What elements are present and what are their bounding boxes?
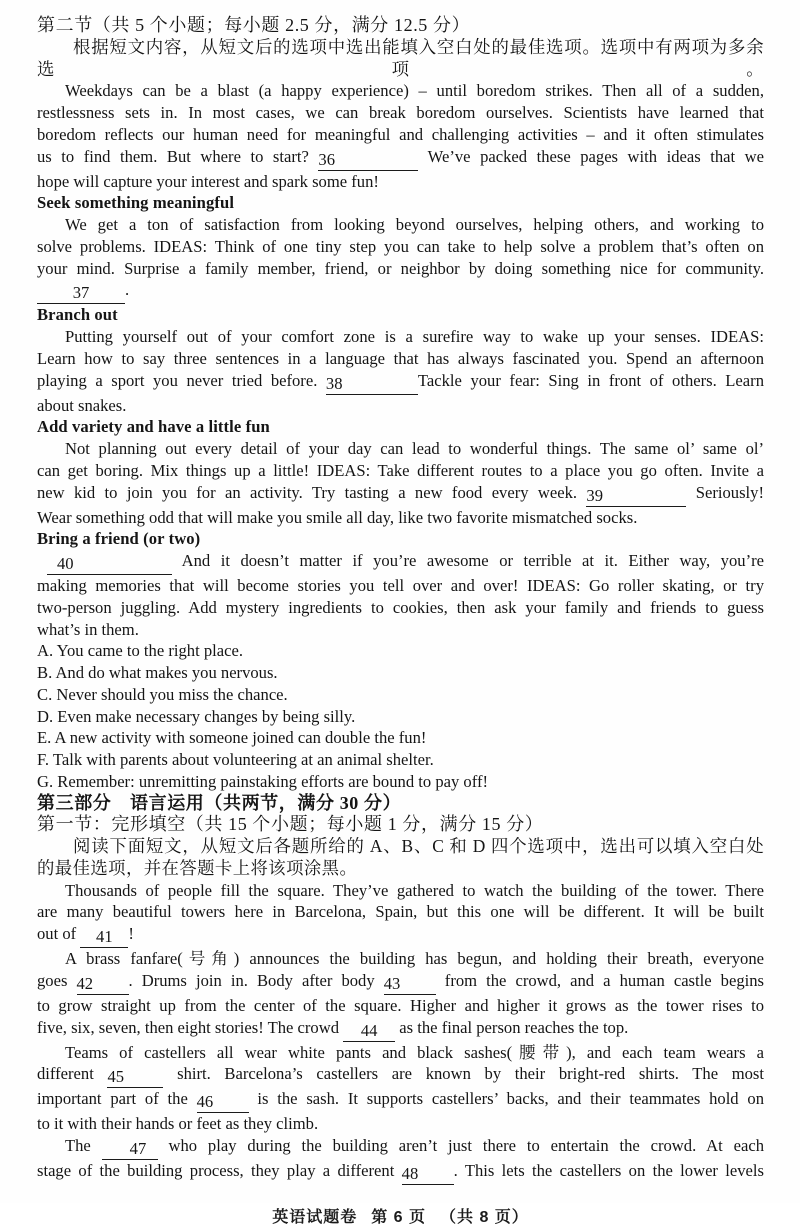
blank-46: 46	[197, 1092, 249, 1113]
text-run: boredom reflects our human need for meaningful and challenging activities – and it often stimulates	[37, 124, 764, 144]
text-run: shirt. Barcelona’s castellers are known by their bright-red shirts. The most	[163, 1064, 764, 1084]
text-run: are many beautiful towers here in Barcelona, Spain, but this one will be different. It will be built	[37, 902, 764, 922]
option-A	[37, 640, 764, 662]
text-run: We get a ton of satisfaction from looking beyond ourselves, helping others, and working to	[65, 215, 764, 234]
text-line	[37, 236, 764, 258]
text-run: what’s in them.	[37, 619, 139, 639]
page-footer	[37, 1204, 764, 1227]
text-run: 第三部分 语言运用（共两节，满分 30 分）	[37, 792, 402, 813]
text-run: E. A new activity with someone joined can double the fun!	[37, 728, 427, 748]
text-line	[37, 575, 764, 597]
text-run: making memories that will become stories you tell over and over! IDEAS: Go roller skating, or try	[37, 576, 764, 595]
text-run: goes	[37, 970, 77, 990]
text-run: can get boring. Mix things up a little! IDEAS: Take different routes to a place you go often. Invite a	[37, 460, 764, 480]
cloze-instructions-2	[37, 858, 764, 880]
blank-37: 37	[37, 283, 125, 304]
text-line	[37, 1135, 764, 1160]
text-run: 第一节：完形填空（共 15 个小题；每小题 1 分，满分 15 分）	[37, 814, 544, 835]
text-run: about snakes.	[37, 395, 127, 415]
text-run: five, six, seven, then eight stories! The crowd	[37, 1017, 344, 1037]
text-line	[37, 1017, 764, 1042]
text-line	[37, 1088, 764, 1113]
blank-45: 45	[107, 1067, 163, 1088]
text-run: important part of the	[37, 1089, 197, 1109]
text-run: Branch out	[37, 305, 118, 325]
text-run: Learn how to say three sentences in a language that has always fascinated you. Spend an afternoon	[37, 348, 764, 368]
text-line	[37, 438, 764, 460]
blank-43: 43	[384, 974, 436, 995]
option-E	[37, 727, 764, 749]
text-line	[37, 550, 764, 575]
text-line	[37, 970, 764, 995]
blank-38: 38	[326, 374, 418, 395]
blank-40: 40	[47, 554, 172, 575]
text-run: is the sash. It supports castellers’ backs, and their teammates hold on	[248, 1089, 764, 1109]
text-run: to grow straight up from the center of the square. Higher and higher it grows as the tower rises to	[37, 995, 764, 1015]
part-3-heading	[37, 793, 764, 815]
text-run: Thousands of people fill the square. They’ve gathered to watch the building of the tower. There	[65, 880, 764, 900]
text-run: Tackle your fear: Sing in front of others. Learn	[417, 370, 764, 390]
section-2-instructions	[37, 37, 764, 81]
text-line	[37, 214, 764, 236]
section-1-heading	[37, 814, 764, 836]
text-line	[37, 279, 764, 304]
text-run: Teams of castellers all wear white pants and black sashes(腰带), and each team wears a	[65, 1042, 764, 1062]
text-line	[37, 619, 764, 641]
text-line	[37, 1042, 764, 1064]
text-run: B. And do what makes you nervous.	[37, 663, 278, 682]
text-line	[37, 880, 764, 902]
heading-seek-something-meaningful	[37, 192, 764, 214]
text-run: 的最佳选项，并在答题卡上将该项涂黑。	[37, 857, 358, 878]
text-run: to it with their hands or feet as they climb.	[37, 1114, 319, 1134]
text-line	[37, 482, 764, 507]
footer-page-total: （共 8 页）	[440, 1209, 529, 1226]
option-D	[37, 706, 764, 728]
text-run: C. Never should you miss the chance.	[37, 684, 288, 704]
blank-44: 44	[343, 1021, 395, 1042]
heading-bring-a-friend	[37, 528, 764, 550]
text-run: !	[128, 924, 134, 943]
text-line	[37, 507, 764, 529]
text-run: solve problems. IDEAS: Think of one tiny step you can take to help solve a problem that’s often on	[37, 236, 764, 256]
heading-branch-out	[37, 304, 764, 326]
text-run: Bring a friend (or two)	[37, 529, 201, 549]
text-run: Putting yourself out of your comfort zone is a surefire way to wake up your senses. IDEAS:	[65, 327, 764, 346]
text-run: two-person juggling. Add mystery ingredients to cookies, then ask your family and friends to guess	[37, 597, 764, 617]
text-run: out of	[37, 924, 81, 943]
text-run: .	[125, 280, 130, 300]
blank-48: 48	[402, 1164, 454, 1185]
text-line	[37, 171, 764, 193]
option-F	[37, 749, 764, 771]
section-2-heading	[37, 15, 764, 37]
cloze-instructions	[37, 836, 764, 858]
text-line	[37, 901, 764, 923]
text-line	[37, 124, 764, 146]
blank-36: 36	[318, 150, 418, 171]
text-run: G. Remember: unremitting painstaking efforts are bound to pay off!	[37, 771, 488, 791]
text-run: We’ve packed these pages with ideas that we	[418, 146, 765, 166]
text-run: stage of the building process, they play a different	[37, 1161, 402, 1180]
text-run: Add variety and have a little fun	[37, 417, 270, 437]
text-line	[37, 395, 764, 417]
text-run: A brass fanfare(号角) announces the building has begun, and holding their breath, everyone	[65, 949, 764, 968]
text-line	[37, 597, 764, 619]
text-run: . Drums join in. Body after body	[128, 970, 384, 990]
text-line	[37, 102, 764, 124]
text-run: 阅读下面短文，从短文后各题所给的 A、B、C 和 D 四个选项中，选出可以填入空白处	[73, 836, 764, 856]
text-run: And it doesn’t matter if you’re awesome or terrible at it. Either way, you’re	[172, 551, 764, 570]
text-run: playing a sport you never tried before.	[37, 370, 326, 390]
heading-add-variety	[37, 416, 764, 438]
text-run: D. Even make necessary changes by being silly.	[37, 706, 356, 726]
text-run: Wear something odd that will make you smile all day, like two favorite mismatched socks.	[37, 507, 638, 527]
text-line	[37, 326, 764, 348]
text-run: 第二节（共 5 个小题；每小题 2.5 分，满分 12.5 分）	[37, 15, 471, 35]
text-line	[37, 370, 764, 395]
text-run: your mind. Surprise a family member, friend, or neighbor by doing something nice for community.	[37, 258, 764, 278]
text-run: hope will capture your interest and spark some fun!	[37, 171, 379, 191]
text-line	[37, 80, 764, 102]
text-line	[37, 995, 764, 1017]
text-line	[37, 258, 764, 280]
blank-39: 39	[586, 486, 686, 507]
text-run: Weekdays can be a blast (a happy experience) – until boredom strikes. Then all of a sudden,	[65, 81, 764, 101]
text-run: Not planning out every detail of your day can lead to wonderful things. The same ol’ same ol’	[65, 439, 764, 458]
text-run: new kid to join you for an activity. Try tasting a new food every week.	[37, 482, 587, 502]
text-run: The	[65, 1136, 102, 1155]
text-line	[37, 923, 764, 948]
text-run: different	[37, 1064, 108, 1084]
option-B	[37, 662, 764, 684]
exam-content	[37, 15, 764, 1185]
blank-47: 47	[102, 1139, 158, 1160]
text-line	[37, 1113, 764, 1135]
text-run: . This lets the castellers on the lower levels	[453, 1161, 764, 1180]
footer-page-number: 第 6 页	[371, 1209, 426, 1226]
text-line	[37, 146, 764, 171]
text-run: F. Talk with parents about volunteering at an animal shelter.	[37, 750, 434, 769]
text-run: 根据短文内容，从短文后的选项中选出能填入空白处的最佳选项。选项中有两项为多余选项。	[37, 36, 764, 79]
blank-41: 41	[80, 927, 128, 948]
text-run: us to find them. But where to start?	[37, 146, 319, 166]
text-line	[37, 1063, 764, 1088]
text-run: Seriously!	[686, 482, 764, 502]
text-line	[37, 948, 764, 970]
text-run: as the final person reaches the top.	[395, 1017, 629, 1037]
blank-42: 42	[77, 974, 129, 995]
text-line	[37, 460, 764, 482]
option-G	[37, 771, 764, 793]
text-run: who play during the building aren’t just there to entertain the crowd. At each	[157, 1136, 765, 1155]
text-run: from the crowd, and a human castle begins	[435, 970, 764, 990]
text-line	[37, 348, 764, 370]
text-run: restlessness sets in. In most cases, we can break boredom ourselves. Scientists have learned that	[37, 103, 764, 122]
text-run: Seek something meaningful	[37, 193, 235, 213]
footer-doc-title: 英语试题卷	[272, 1209, 358, 1226]
option-C	[37, 684, 764, 706]
text-run: A. You came to the right place.	[37, 641, 243, 661]
text-line	[37, 1160, 764, 1185]
